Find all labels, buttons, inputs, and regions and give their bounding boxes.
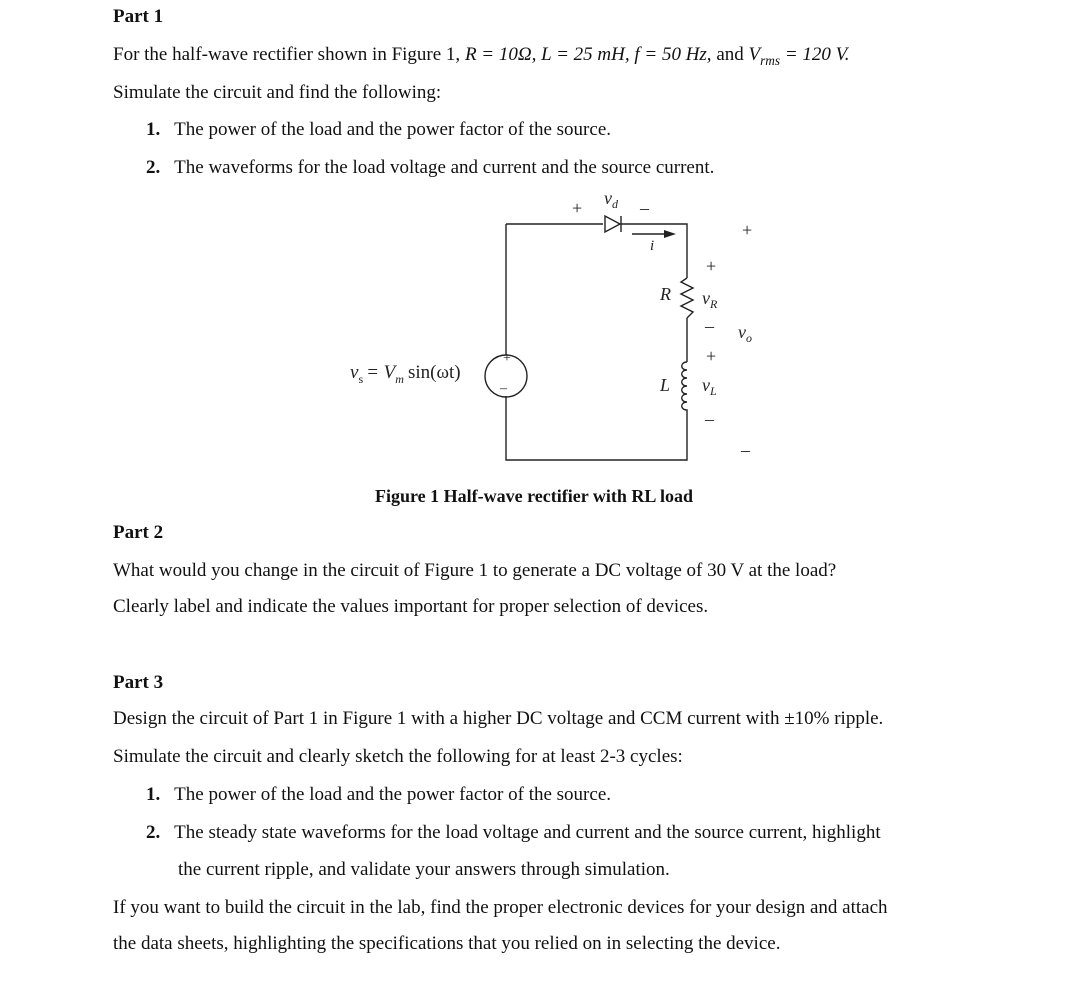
part3-line1: Design the circuit of Part 1 in Figure 1 with a higher DC voltage and CCM current with ±10% ripple.	[113, 708, 884, 729]
part3-closing1: If you want to build the circuit in the lab, find the proper electronic devices for your design and attach	[113, 897, 888, 918]
part1-item-1-text: The power of the load and the power factor of the source.	[174, 119, 611, 140]
part1-vrms-var: V	[748, 44, 761, 65]
part1-intro-prefix: For the half-wave rectifier shown in Figure 1,	[113, 44, 461, 65]
part1-and: and	[716, 44, 744, 65]
part3-item-2-text: The steady state waveforms for the load voltage and current and the source current, highlight	[174, 822, 881, 843]
current-label: i	[650, 238, 655, 254]
diode-voltage-label: $v_d$	[604, 188, 618, 211]
part1-heading: Part 1	[113, 6, 164, 27]
part2-heading: Part 2	[113, 522, 164, 543]
part3-line2: Simulate the circuit and clearly sketch the following for at least 2-3 cycles:	[113, 746, 683, 767]
part1-params: R = 10Ω, L = 25 mH, f = 50 Hz,	[464, 44, 712, 65]
vl-plus: +	[706, 346, 717, 366]
diode-minus: –	[640, 198, 649, 218]
part1-item-2-text: The waveforms for the load voltage and current and the source current.	[174, 157, 715, 178]
vo-label: $v_o$	[738, 322, 752, 345]
vo-plus: +	[742, 220, 753, 240]
part1-vrms-sub: rms	[760, 52, 781, 68]
part3-item-1-text: The power of the load and the power factor of the source.	[174, 784, 611, 805]
vl-label: $v_L$	[702, 375, 717, 398]
part1-vrms-value: = 120 V.	[784, 44, 850, 65]
vl-minus: –	[705, 409, 714, 429]
vo-minus: –	[741, 440, 750, 460]
source-label: $v_s = V_m$ sin(ωt)	[350, 362, 461, 386]
part3-item-1-num: 1.	[146, 784, 161, 805]
inductor-icon	[682, 362, 687, 420]
part1-item-2-num: 2.	[146, 157, 161, 178]
circuit-diagram	[0, 0, 1080, 480]
diode-icon	[605, 216, 620, 232]
resistor-label: R	[660, 284, 671, 304]
source-plus: +	[503, 351, 511, 366]
part1-instruction: Simulate the circuit and find the following:	[113, 82, 442, 103]
part2-line1: What would you change in the circuit of Figure 1 to generate a DC voltage of 30 V at the load?	[113, 560, 837, 581]
source-minus: –	[500, 381, 507, 396]
part3-heading: Part 3	[113, 672, 164, 693]
vr-label: $v_R$	[702, 288, 718, 311]
resistor-icon	[681, 278, 693, 318]
part1-item-1-num: 1.	[146, 119, 161, 140]
current-arrow-icon	[632, 230, 676, 238]
vr-minus: –	[705, 316, 714, 336]
vr-plus: +	[706, 256, 717, 276]
inductor-label: L	[660, 375, 671, 395]
diode-plus: +	[572, 198, 583, 218]
figure-caption: Figure 1 Half-wave rectifier with RL load	[375, 486, 693, 506]
part3-item-2-cont: the current ripple, and validate your answers through simulation.	[178, 859, 670, 880]
part3-closing2: the data sheets, highlighting the specifications that you relied on in selecting the device.	[113, 933, 781, 954]
part3-item-2	[146, 822, 881, 844]
part3-item-2-num: 2.	[146, 822, 161, 843]
part2-line2: Clearly label and indicate the values important for proper selection of devices.	[113, 596, 709, 617]
wire-bottom	[506, 396, 687, 460]
part3-item-1	[146, 784, 611, 806]
